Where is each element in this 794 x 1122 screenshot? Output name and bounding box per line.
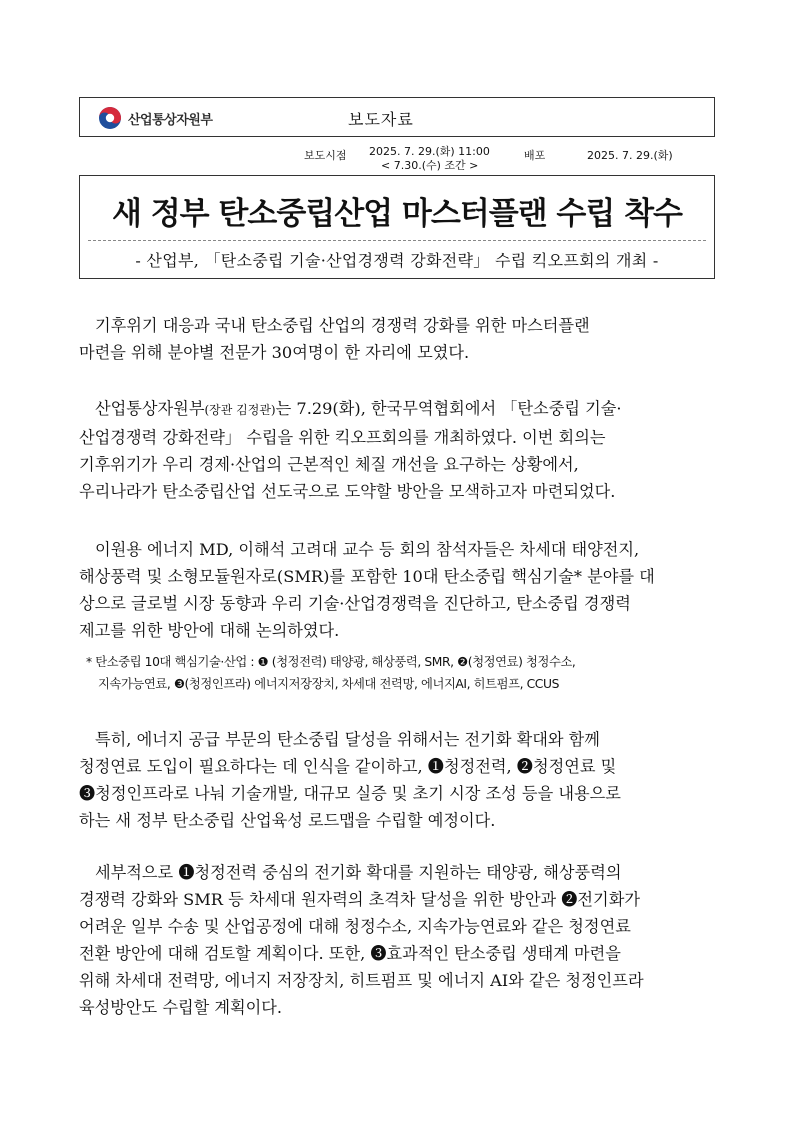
distribution-label: 배포 (524, 149, 546, 162)
ministry-logo (98, 106, 212, 130)
paragraph-line: 전환 방안에 대해 검토할 계획이다. 또한, ❸효과적인 탄소중립 생태계 마련을 (79, 944, 621, 963)
title-box (79, 175, 715, 279)
paragraph-line: 상으로 글로벌 시장 동향과 우리 기술·산업경쟁력을 진단하고, 탄소중립 경쟁력 (79, 594, 631, 613)
paragraph-line: 세부적으로 ❶청정전력 중심의 전기화 확대를 지원하는 태양광, 해상풍력의 (95, 863, 622, 882)
paragraph-line: 제고를 위한 방안에 대해 논의하였다. (79, 621, 340, 640)
distribution-date: 2025. 7. 29.(화) (587, 149, 673, 162)
paragraph-text: 산업통상자원부 (95, 399, 205, 418)
title-divider (88, 240, 706, 241)
minister-note: (장관 김정관) (204, 403, 276, 417)
ministry-name: 산업통상자원부 (128, 112, 213, 128)
embargo-date: 2025. 7. 29.(화) 11:00 (369, 145, 490, 158)
paragraph-line: 산업경쟁력 강화전략」 수립을 위한 킥오프회의를 개최하였다. 이번 회의는 (79, 428, 606, 447)
paragraph-line: 우리나라가 탄소중립산업 선도국으로 도약할 방안을 모색하고자 마련되었다. (79, 482, 616, 501)
paragraph-line: 하는 새 정부 탄소중립 산업육성 로드맵을 수립할 예정이다. (79, 811, 496, 830)
footnote (86, 651, 716, 695)
paragraph-4 (79, 726, 719, 834)
paragraph-line: 어려운 일부 수송 및 산업공정에 대해 청정수소, 지속가능연료와 같은 청정연료 (79, 917, 631, 936)
paragraph-line: 육성방안도 수립할 계획이다. (79, 998, 283, 1017)
page-subtitle: - 산업부, 「탄소중립 기술·산업경쟁력 강화전략」 수립 킥오프회의 개최 - (135, 251, 659, 270)
paragraph-3 (79, 536, 719, 644)
paragraph-line: 기후위기가 우리 경제·산업의 근본적인 체질 개선을 요구하는 상황에서, (79, 455, 579, 474)
paragraph-line: 기후위기 대응과 국내 탄소중립 산업의 경쟁력 강화를 위한 마스터플랜 (95, 316, 590, 335)
doc-type-label: 보도자료 (348, 110, 414, 129)
paragraph-line: 경쟁력 강화와 SMR 등 차세대 원자력의 초격차 달성을 위한 방안과 ❷전기화가 (79, 890, 640, 909)
header-box (79, 97, 715, 137)
paragraph-2 (79, 395, 719, 505)
paragraph-line: 특히, 에너지 공급 부문의 탄소중립 달성을 위해서는 전기화 확대와 함께 (95, 730, 600, 749)
paragraph-text: 는 7.29(화), 한국무역협회에서 「탄소중립 기술· (275, 399, 622, 418)
taegeuk-icon (98, 106, 122, 130)
paragraph-1 (79, 312, 719, 366)
page-title: 새 정부 탄소중립산업 마스터플랜 수립 착수 (112, 196, 682, 232)
paragraph-line: 마련을 위해 분야별 전문가 30여명이 한 자리에 모였다. (79, 343, 470, 362)
footnote-line: 지속가능연료, ❸(청정인프라) 에너지저장장치, 차세대 전력망, 에너지AI, 히트펌프, CCUS (98, 677, 559, 691)
paragraph-line: 청정연료 도입이 필요하다는 데 인식을 같이하고, ❶청정전력, ❷청정연료 및 (79, 757, 617, 776)
paragraph-line: ❸청정인프라로 나눠 기술개발, 대규모 실증 및 초기 시장 조성 등을 내용으로 (79, 784, 621, 803)
footnote-line: * 탄소중립 10대 핵심기술·산업 : ❶ (청정전력) 태양광, 해상풍력, SMR, ❷(청정연료) 청정수소, (86, 655, 576, 669)
embargo-label: 보도시점 (304, 149, 347, 162)
paragraph-line: 이원용 에너지 MD, 이해석 고려대 교수 등 회의 참석자들은 차세대 태양전지, (95, 540, 640, 559)
embargo-note: < 7.30.(수) 조간 > (381, 159, 479, 172)
paragraph-5 (79, 859, 719, 1021)
paragraph-line: 해상풍력 및 소형모듈원자로(SMR)를 포함한 10대 탄소중립 핵심기술* 분야를 대 (79, 567, 655, 586)
paragraph-line: 위해 차세대 전력망, 에너지 저장장치, 히트펌프 및 에너지 AI와 같은 청정인프라 (79, 971, 644, 990)
paragraph-line (79, 395, 719, 424)
